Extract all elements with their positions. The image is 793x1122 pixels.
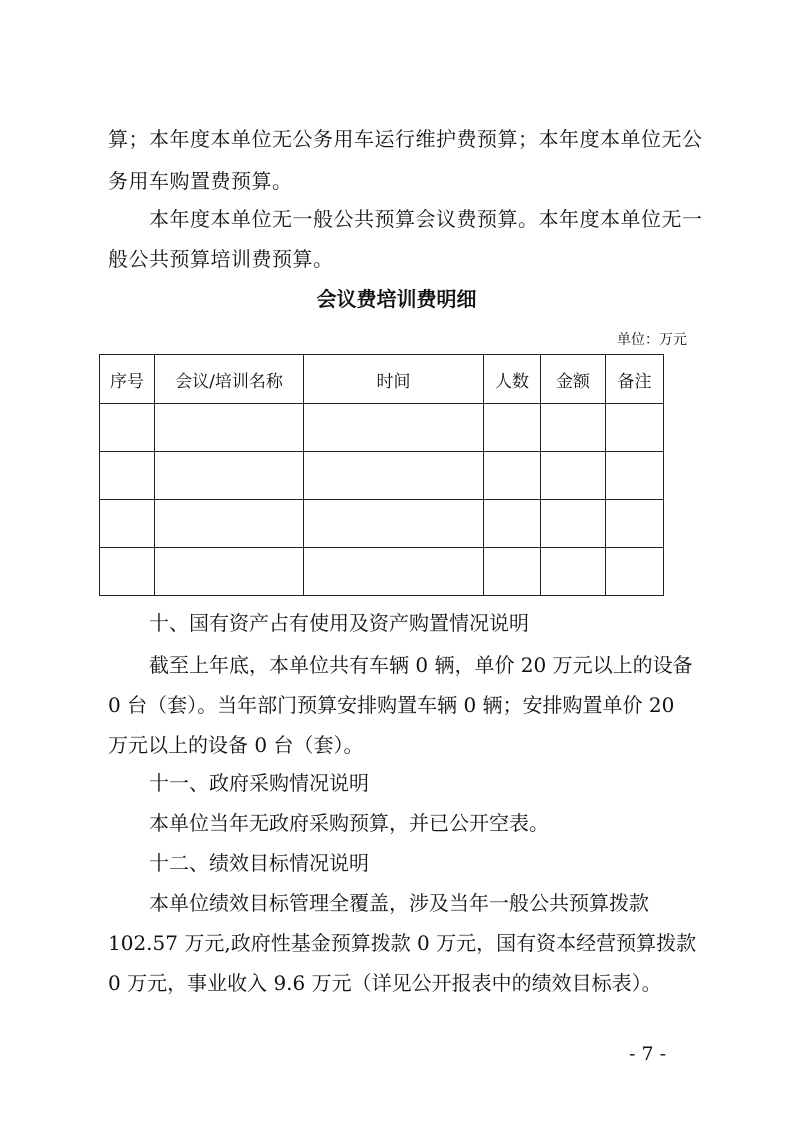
header-cell-amount: 金额 bbox=[541, 355, 606, 404]
table-cell bbox=[155, 548, 304, 596]
page-number: - 7 - bbox=[629, 1043, 667, 1065]
table-cell bbox=[484, 404, 541, 452]
table-cell bbox=[155, 404, 304, 452]
table-cell bbox=[155, 500, 304, 548]
table-cell bbox=[606, 500, 664, 548]
paragraph-line: 般公共预算培训费预算。 bbox=[108, 247, 334, 271]
table-cell bbox=[606, 548, 664, 596]
paragraph-line: 算；本年度本单位无公务用车运行维护费预算；本年度本单位无公 bbox=[108, 127, 703, 151]
table-cell bbox=[304, 404, 484, 452]
table-cell bbox=[100, 548, 155, 596]
paragraph-line: 0 万元，事业收入 9.6 万元（详见公开报表中的绩效目标表）。 bbox=[108, 971, 662, 995]
paragraph-line: 截至上年底，本单位共有车辆 0 辆，单价 20 万元以上的设备 bbox=[149, 653, 693, 677]
table-cell bbox=[541, 548, 606, 596]
table-row bbox=[100, 404, 664, 452]
table-cell bbox=[484, 548, 541, 596]
section-10-heading: 十、国有资产占有使用及资产购置情况说明 bbox=[149, 611, 529, 635]
table-cell bbox=[484, 500, 541, 548]
paragraph-line: 0 台（套）。当年部门预算安排购置车辆 0 辆；安排购置单价 20 bbox=[108, 693, 675, 717]
table-cell bbox=[606, 404, 664, 452]
section-12-heading: 十二、绩效目标情况说明 bbox=[149, 851, 369, 875]
table-cell bbox=[304, 452, 484, 500]
table-cell bbox=[155, 452, 304, 500]
table-title: 会议费培训费明细 bbox=[316, 287, 477, 311]
table-cell bbox=[100, 500, 155, 548]
paragraph-line: 102.57 万元,政府性基金预算拨款 0 万元，国有资本经营预算拨款 bbox=[108, 931, 697, 955]
table-row bbox=[100, 452, 664, 500]
table-cell bbox=[304, 500, 484, 548]
header-cell-time: 时间 bbox=[304, 355, 484, 404]
meeting-training-fee-table bbox=[99, 354, 664, 596]
paragraph-line: 本单位当年无政府采购预算，并已公开空表。 bbox=[149, 811, 549, 835]
table-cell bbox=[304, 548, 484, 596]
table-cell bbox=[541, 452, 606, 500]
table-cell bbox=[100, 452, 155, 500]
paragraph-line: 务用车购置费预算。 bbox=[108, 169, 293, 193]
section-11-heading: 十一、政府采购情况说明 bbox=[149, 771, 369, 795]
table-row bbox=[100, 500, 664, 548]
header-cell-index: 序号 bbox=[100, 355, 155, 404]
table-cell bbox=[606, 452, 664, 500]
table-cell bbox=[541, 404, 606, 452]
paragraph-line: 本年度本单位无一般公共预算会议费预算。本年度本单位无一 bbox=[149, 207, 703, 231]
table-cell bbox=[541, 500, 606, 548]
table-cell bbox=[100, 404, 155, 452]
table-unit-label: 单位：万元 bbox=[617, 332, 687, 348]
header-cell-remark: 备注 bbox=[606, 355, 664, 404]
table-row bbox=[100, 548, 664, 596]
table-header-row bbox=[100, 355, 664, 404]
header-cell-name: 会议/培训名称 bbox=[155, 355, 304, 404]
table-cell bbox=[484, 452, 541, 500]
paragraph-line: 万元以上的设备 0 台（套）。 bbox=[108, 733, 364, 757]
header-cell-people: 人数 bbox=[484, 355, 541, 404]
paragraph-line: 本单位绩效目标管理全覆盖，涉及当年一般公共预算拨款 bbox=[149, 891, 649, 915]
